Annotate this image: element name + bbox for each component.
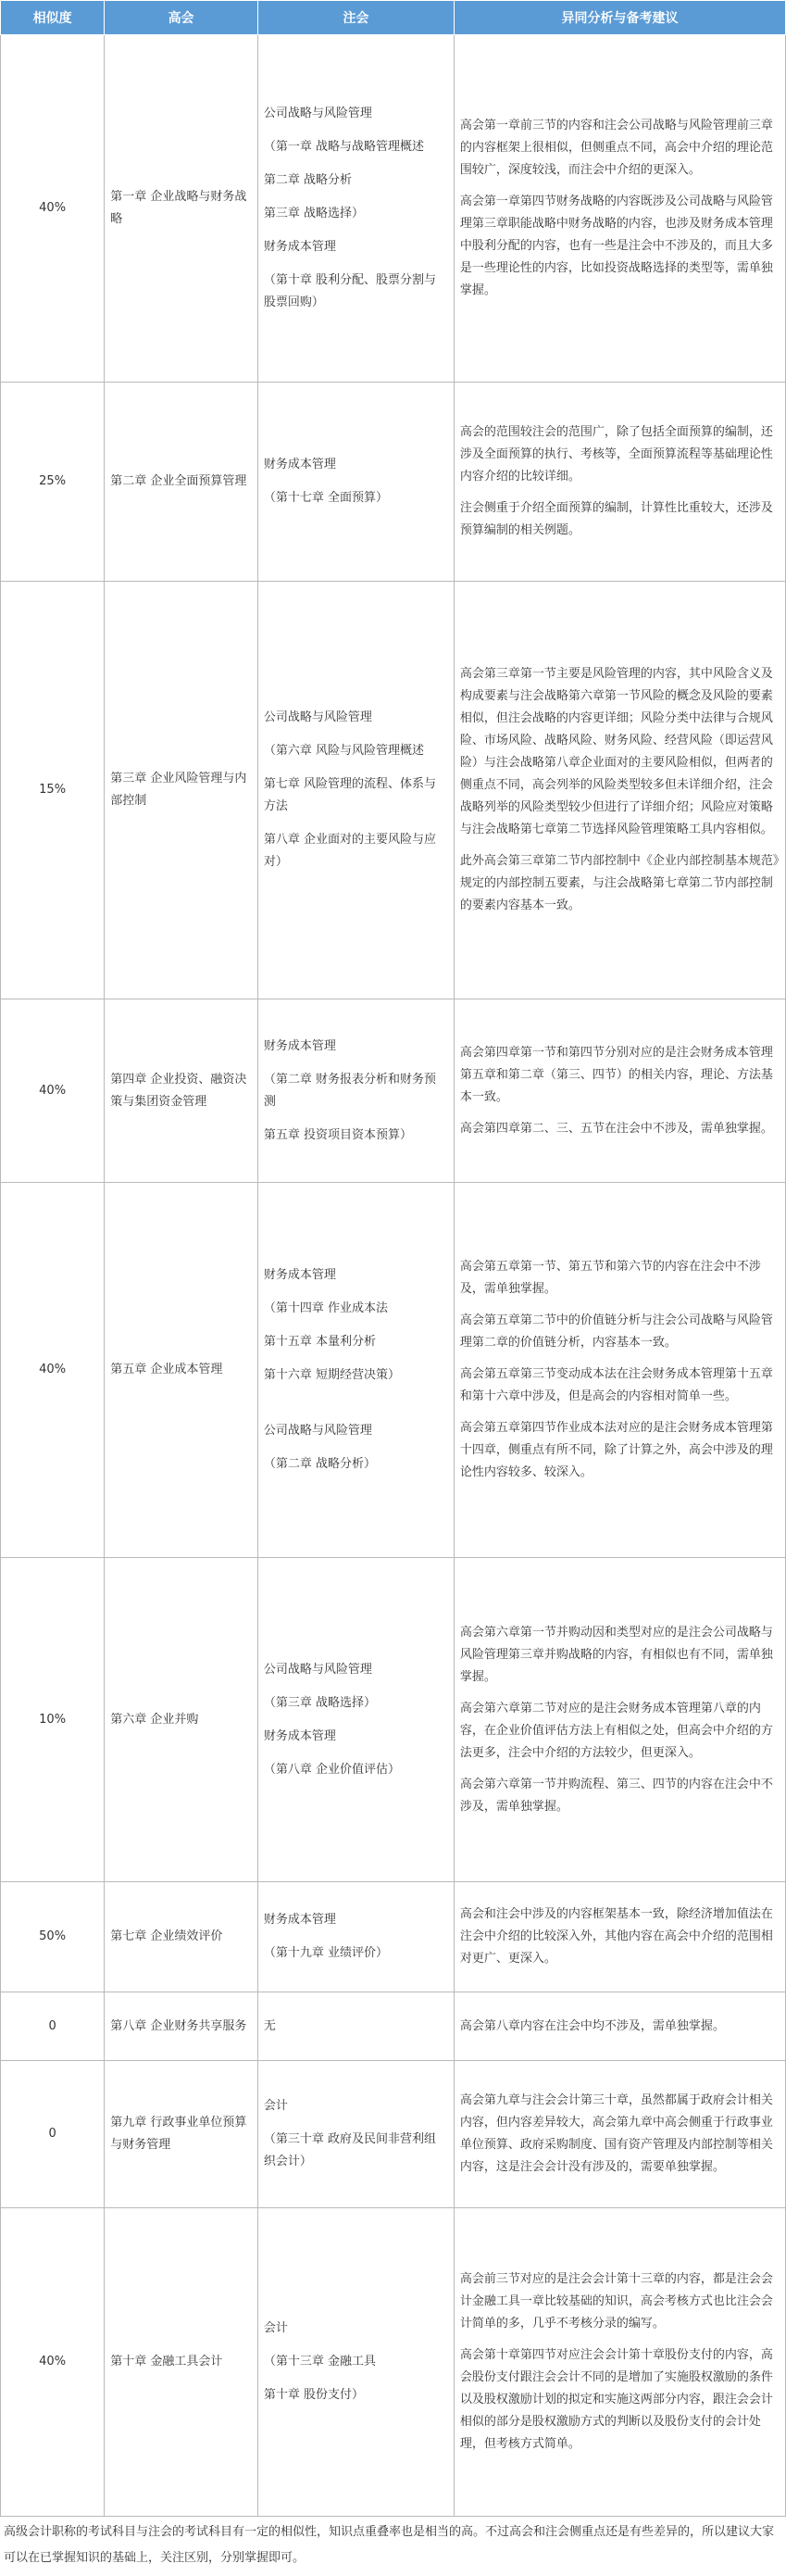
zhukuai-line: 第八章 企业面对的主要风险与应对） bbox=[263, 833, 437, 870]
zhukuai-line: 公司战略与风险管理 bbox=[263, 710, 372, 725]
zhukuai-chapter-cell bbox=[257, 999, 454, 1183]
table-header-row bbox=[1, 1, 786, 35]
header-analysis: 异同分析与备考建议 bbox=[454, 1, 785, 35]
gaokuai-chapter-cell: 第四章 企业投资、融资决策与集团资金管理 bbox=[105, 999, 258, 1183]
table-row bbox=[1, 1183, 786, 1558]
zhukuai-line: 会计 bbox=[263, 2321, 288, 2336]
analysis-paragraph: 高会前三节对应的是注会会计第十三章的内容，都是注会会计金融工具一章比较基础的知识，高会考核方式也比注会会计简单的多，几乎不考核分录的编写。 bbox=[459, 2272, 773, 2331]
zhukuai-spacer bbox=[264, 1681, 448, 1692]
gaokuai-chapter-cell: 第二章 企业全面预算管理 bbox=[105, 383, 258, 582]
zhukuai-spacer bbox=[264, 2340, 448, 2351]
zhukuai-chapter-cell bbox=[257, 2061, 454, 2208]
zhukuai-line: （第二章 财务报表分析和财务预测 bbox=[263, 1072, 437, 1109]
analysis-paragraph: 注会侧重于介绍全面预算的编制，计算性比重较大，还涉及预算编制的相关例题。 bbox=[459, 501, 773, 538]
analysis-cell bbox=[454, 35, 785, 383]
zhukuai-line: 公司战略与风险管理 bbox=[263, 1424, 372, 1439]
table-row bbox=[1, 1558, 786, 1881]
zhukuai-spacer bbox=[264, 1409, 448, 1420]
zhukuai-spacer bbox=[264, 192, 448, 203]
table-row bbox=[1, 2208, 786, 2517]
zhukuai-spacer bbox=[264, 1398, 448, 1409]
zhukuai-line: 第三章 战略选择） bbox=[263, 207, 365, 221]
analysis-cell bbox=[454, 383, 785, 582]
zhukuai-line: 第十六章 短期经营决策） bbox=[263, 1368, 401, 1383]
analysis-paragraph: 高会第五章第三节变动成本法在注会财务成本管理第十五章和第十六章中涉及，但是高会的内容相对简单一些。 bbox=[459, 1367, 773, 1404]
zhukuai-line: （第十章 股利分配、股票分割与股票回购） bbox=[263, 273, 437, 310]
gaokuai-chapter-cell: 第十章 金融工具会计 bbox=[105, 2208, 258, 2517]
similarity-cell: 40% bbox=[1, 2208, 105, 2517]
table-row bbox=[1, 35, 786, 383]
zhukuai-spacer bbox=[264, 1715, 448, 1726]
header-similarity: 相似度 bbox=[1, 1, 105, 35]
zhukuai-line: （第十四章 作业成本法 bbox=[263, 1301, 389, 1316]
analysis-paragraph: 高会第三章第一节主要是风险管理的内容，其中风险含义及构成要素与注会战略第六章第一节风险的概念及风险的要素相似，但注会战略的内容更详细；风险分类中法律与合规风险、市场风险、战略风险、财务风险、经营风险（即运营风险）与注会战略第八章企业面对的主要风险相似，但两者的侧重点不同，高会列举的风险类型较多但未详细介绍，注会战略列举的风险类型较少但进行了详细介绍；风险应对策略与注会战略第七章第二节选择风险管理策略工具内容相似。 bbox=[459, 667, 773, 837]
gaokuai-chapter-cell: 第七章 企业绩效评价 bbox=[105, 1881, 258, 1992]
analysis-cell bbox=[454, 999, 785, 1183]
header-zhukuai: 注会 bbox=[257, 1, 454, 35]
analysis-cell bbox=[454, 1992, 785, 2061]
header-gaokuai: 高会 bbox=[105, 1, 258, 35]
zhukuai-line: 公司战略与风险管理 bbox=[263, 107, 372, 121]
zhukuai-chapter-cell bbox=[257, 1881, 454, 1992]
zhukuai-line: （第三章 战略选择） bbox=[263, 1695, 377, 1710]
analysis-paragraph: 高会第九章与注会会计第三十章，虽然都属于政府会计相关内容，但内容差异较大，高会第九章中高会侧重于行政事业单位预算、政府采购制度、国有资产管理及内部控制等相关内容，这是注会会计没有涉及的，需要单独掌握。 bbox=[459, 2093, 773, 2175]
zhukuai-chapter-cell bbox=[257, 2208, 454, 2517]
zhukuai-line: （第一章 战略与战略管理概述 bbox=[263, 140, 425, 155]
zhukuai-spacer bbox=[264, 1287, 448, 1298]
analysis-paragraph: 高会第六章第二节对应的是注会财务成本管理第八章的内容，在企业价值评估方法上有相似之处，但高会中介绍的方法更多，注会中介绍的方法较少，但更深入。 bbox=[459, 1701, 773, 1760]
analysis-cell bbox=[454, 1183, 785, 1558]
zhukuai-line: （第十七章 全面预算） bbox=[263, 491, 389, 506]
zhukuai-spacer bbox=[264, 1320, 448, 1331]
similarity-cell: 40% bbox=[1, 999, 105, 1183]
gaokuai-chapter-cell: 第五章 企业成本管理 bbox=[105, 1183, 258, 1558]
zhukuai-line: （第三十章 政府及民间非营利组织会计） bbox=[263, 2132, 437, 2169]
zhukuai-line: 第七章 风险管理的流程、体系与方法 bbox=[263, 777, 437, 814]
zhukuai-spacer bbox=[264, 225, 448, 236]
zhukuai-spacer bbox=[264, 729, 448, 740]
zhukuai-spacer bbox=[264, 2373, 448, 2384]
zhukuai-spacer bbox=[264, 818, 448, 829]
table-row bbox=[1, 1881, 786, 1992]
analysis-cell bbox=[454, 1881, 785, 1992]
analysis-paragraph: 高会第五章第二节中的价值链分析与注会公司战略与风险管理第二章的价值链分析，内容基本一致。 bbox=[459, 1313, 773, 1351]
zhukuai-spacer bbox=[264, 1748, 448, 1759]
zhukuai-spacer bbox=[264, 1058, 448, 1069]
analysis-cell bbox=[454, 2208, 785, 2517]
zhukuai-spacer bbox=[264, 258, 448, 270]
zhukuai-line: （第六章 风险与风险管理概述 bbox=[263, 744, 425, 759]
analysis-paragraph: 高会第五章第一节、第五节和第六节的内容在注会中不涉及，需单独掌握。 bbox=[459, 1260, 761, 1297]
similarity-cell: 10% bbox=[1, 1558, 105, 1881]
gaokuai-chapter-cell: 第九章 行政事业单位预算与财务管理 bbox=[105, 2061, 258, 2208]
table-row bbox=[1, 582, 786, 999]
analysis-paragraph: 高会第十章第四节对应注会会计第十章股份支付的内容，高会股份支付跟注会会计不同的是增加了实施股权激励的条件以及股权激励计划的拟定和实施这两部分内容，跟注会会计相似的部分是股权激励方式的判断以及股份支付的会计处理，但考核方式简单。 bbox=[459, 2348, 773, 2452]
zhukuai-spacer bbox=[264, 1353, 448, 1364]
analysis-paragraph: 高会第一章前三节的内容和注会公司战略与风险管理前三章的内容框架上很相似，但侧重点不同，高会中介绍的理论范围较广，深度较浅，而注会中介绍的更深入。 bbox=[459, 119, 773, 178]
analysis-paragraph: 高会的范围较注会的范围广，除了包括全面预算的编制，还涉及全面预算的执行、考核等，全面预算流程等基础理论性内容介绍的比较详细。 bbox=[459, 425, 773, 484]
analysis-paragraph: 高会第八章内容在注会中均不涉及，需单独掌握。 bbox=[459, 2018, 725, 2033]
zhukuai-spacer bbox=[264, 476, 448, 487]
zhukuai-spacer bbox=[264, 1931, 448, 1942]
similarity-cell: 40% bbox=[1, 35, 105, 383]
table-row bbox=[1, 999, 786, 1183]
zhukuai-chapter-cell bbox=[257, 1183, 454, 1558]
zhukuai-chapter-cell bbox=[257, 1992, 454, 2061]
zhukuai-line: 财务成本管理 bbox=[263, 240, 336, 255]
zhukuai-line: （第八章 企业价值评估） bbox=[263, 1762, 401, 1777]
similarity-cell: 0 bbox=[1, 2061, 105, 2208]
analysis-cell bbox=[454, 582, 785, 999]
similarity-cell: 25% bbox=[1, 383, 105, 582]
zhukuai-line: 第二章 战略分析 bbox=[263, 173, 353, 188]
zhukuai-line: （第二章 战略分析） bbox=[263, 1457, 377, 1472]
zhukuai-spacer bbox=[264, 1113, 448, 1125]
zhukuai-spacer bbox=[264, 2117, 448, 2129]
table-body bbox=[1, 35, 786, 2517]
zhukuai-line: 财务成本管理 bbox=[263, 1728, 336, 1743]
gaokuai-chapter-cell: 第六章 企业并购 bbox=[105, 1558, 258, 1881]
analysis-paragraph: 高会第一章第四节财务战略的内容既涉及公司战略与风险管理第三章职能战略中财务战略的内容，也涉及财务成本管理中股利分配的内容，也有一些是注会中不涉及的，而且大多是一些理论性的内容，比如投资战略选择的类型等，需单独掌握。 bbox=[459, 195, 773, 298]
similarity-cell: 50% bbox=[1, 1881, 105, 1992]
zhukuai-chapter-cell bbox=[257, 35, 454, 383]
zhukuai-line: 公司战略与风险管理 bbox=[263, 1662, 372, 1677]
table-row bbox=[1, 383, 786, 582]
zhukuai-spacer bbox=[264, 762, 448, 773]
similarity-cell: 40% bbox=[1, 1183, 105, 1558]
zhukuai-spacer bbox=[264, 158, 448, 170]
zhukuai-line: 第十章 股份支付） bbox=[263, 2388, 365, 2403]
zhukuai-line: 会计 bbox=[263, 2099, 288, 2114]
analysis-paragraph: 高会第四章第二、三、五节在注会中不涉及，需单独掌握。 bbox=[459, 1121, 773, 1136]
zhukuai-line: （第十三章 金融工具 bbox=[263, 2355, 377, 2369]
zhukuai-chapter-cell bbox=[257, 383, 454, 582]
analysis-paragraph: 高会和注会中涉及的内容框架基本一致，除经济增加值法在注会中介绍的比较深入外，其他内容在高会中介绍的范围相对更广、更深入。 bbox=[459, 1906, 773, 1966]
zhukuai-chapter-cell bbox=[257, 582, 454, 999]
table-row bbox=[1, 2061, 786, 2208]
zhukuai-spacer bbox=[264, 1387, 448, 1398]
analysis-paragraph: 高会第四章第一节和第四节分别对应的是注会财务成本管理第五章和第二章（第三、四节）的相关内容，理论、方法基本一致。 bbox=[459, 1045, 773, 1104]
zhukuai-spacer bbox=[264, 125, 448, 136]
similarity-cell: 0 bbox=[1, 1992, 105, 2061]
footer-note: 高级会计职称的考试科目与注会的考试科目有一定的相似性，知识点重叠率也是相当的高。不过高会和注会侧重点还是有些差异的，所以建议大家可以在已掌握知识的基础上，关注区别，分别掌握即可。 bbox=[4, 2525, 775, 2565]
table-row bbox=[1, 1992, 786, 2061]
zhukuai-line: 财务成本管理 bbox=[263, 1038, 336, 1053]
zhukuai-line: 财务成本管理 bbox=[263, 1268, 336, 1283]
zhukuai-line: （第十九章 业绩评价） bbox=[263, 1945, 389, 1960]
zhukuai-spacer bbox=[264, 1442, 448, 1453]
zhukuai-line: 第十五章 本量利分析 bbox=[263, 1335, 377, 1350]
zhukuai-line: 财务成本管理 bbox=[263, 1912, 336, 1927]
zhukuai-line: 财务成本管理 bbox=[263, 458, 336, 472]
gaokuai-chapter-cell: 第八章 企业财务共享服务 bbox=[105, 1992, 258, 2061]
analysis-cell bbox=[454, 1558, 785, 1881]
analysis-paragraph: 高会第六章第一节并购流程、第三、四节的内容在注会中不涉及，需单独掌握。 bbox=[459, 1777, 773, 1814]
gaokuai-chapter-cell: 第一章 企业战略与财务战略 bbox=[105, 35, 258, 383]
analysis-paragraph: 高会第五章第四节作业成本法对应的是注会财务成本管理第十四章，侧重点有所不同，除了计算之外，高会中涉及的理论性内容较多、较深入。 bbox=[459, 1421, 773, 1480]
zhukuai-line: 第五章 投资项目资本预算） bbox=[263, 1127, 413, 1142]
similarity-cell: 15% bbox=[1, 582, 105, 999]
zhukuai-line: 无 bbox=[263, 2018, 276, 2033]
zhukuai-chapter-cell bbox=[257, 1558, 454, 1881]
analysis-cell bbox=[454, 2061, 785, 2208]
analysis-paragraph: 此外高会第三章第二节内部控制中《企业内部控制基本规范》规定的内部控制五要素，与注会战略第七章第二节内部控制的要素内容基本一致。 bbox=[459, 854, 780, 913]
gaokuai-chapter-cell: 第三章 企业风险管理与内部控制 bbox=[105, 582, 258, 999]
analysis-paragraph: 高会第六章第一节并购动因和类型对应的是注会公司战略与风险管理第三章并购战略的内容，有相似也有不同，需单独掌握。 bbox=[459, 1625, 773, 1684]
